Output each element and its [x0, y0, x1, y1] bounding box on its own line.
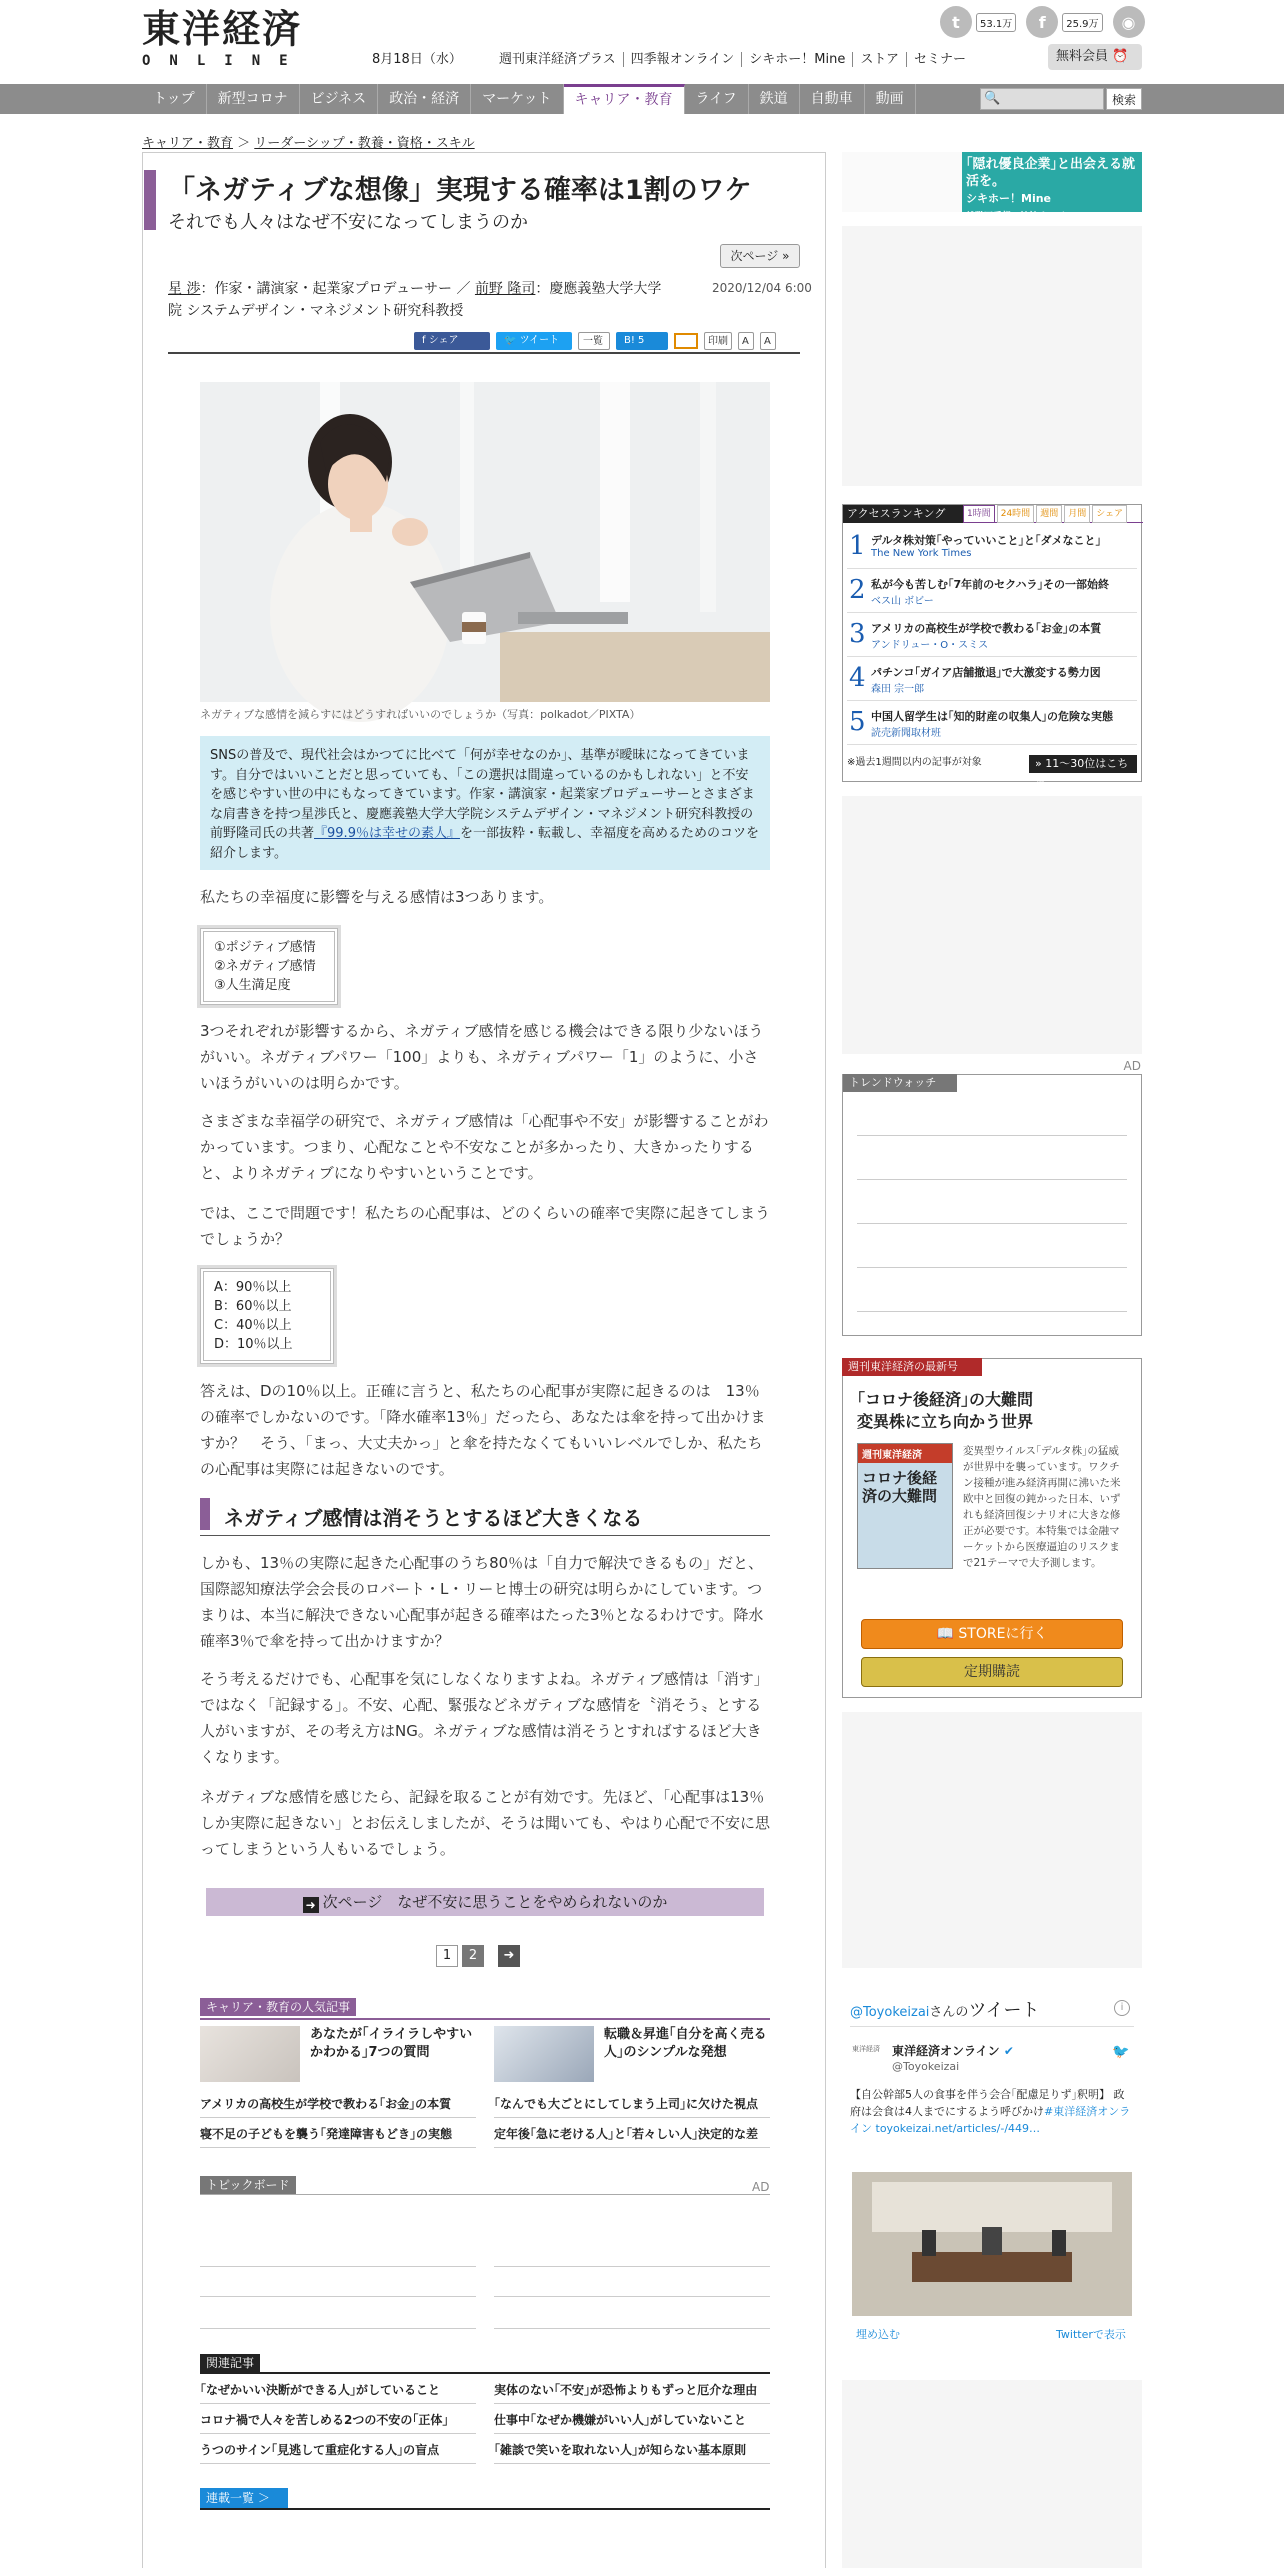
rank-number: 5 — [849, 707, 866, 737]
rank-author: アンドリュー・O・スミス — [871, 640, 989, 651]
twitter-bird-icon: 🐦 — [1112, 2044, 1130, 2060]
page-title: 「ネガティブな想像」実現する確率は1割のワケ — [168, 175, 752, 206]
popular-thumb-2[interactable] — [494, 2026, 594, 2082]
sidebar-ad-slot — [842, 796, 1142, 1054]
logo-online: ONLINE — [142, 53, 307, 69]
timeline-heading — [850, 1996, 1040, 2022]
ranking-tab-1h[interactable]: 1時間 — [963, 505, 995, 523]
ranking-tab-month[interactable]: 月間 — [1064, 505, 1090, 523]
sidebar-ad-slot — [842, 226, 1142, 486]
topnav-weekly[interactable]: 週刊東洋経済プラス — [492, 52, 624, 67]
magazine-description: 変異型ウイルス｢デルタ株｣の猛威が世界中を襲っています。ワクチン接種が進み経済再開に沸いた米欧中と回復の鈍かった日本、いずれも経済回復シナリオに大きな修正が必要です。本特集では金融マーケットから医療逼迫のリスクまで21テーマで大予測します。 — [963, 1445, 1121, 1569]
lead-box — [200, 736, 770, 870]
rank-number: 3 — [849, 619, 866, 649]
ad-banner-headline: ｢隠れ優良企業｣と出会える就活を。 — [966, 157, 1136, 189]
view-on-twitter-link[interactable]: Twitterで表示 — [1056, 2328, 1126, 2341]
ranking-note: ※過去1週間以内の記事が対象 — [847, 757, 982, 768]
title-accent — [144, 170, 156, 230]
topic-ad-label: AD — [752, 2180, 770, 2194]
next-page-link[interactable] — [206, 1888, 764, 1916]
next-page-button[interactable]: 次ページ » — [720, 244, 800, 268]
popular-list-item[interactable]: 寝不足の子どもを襲う｢発達障害もどき｣の実態 — [200, 2120, 476, 2148]
rank-number: 2 — [849, 575, 866, 605]
body-paragraph-7: そう考えるだけでも、心配事を気にしなくなりますよね。ネガティブ感情は「消す」ではなく「記録する」。不安、心配、緊張などネガティブな感情を〝消そう〟とする人がいますが、その考え方はNG。ネガティブな感情は消そうとすればするほど大きくなります。 — [200, 1670, 769, 1766]
tweet-author-handle[interactable]: @Toyokeizai — [892, 2060, 960, 2073]
gnav-video[interactable]: 動画 — [865, 84, 916, 114]
body-paragraph-3: さまざまな幸福学の研究で、ネガティブ感情は「心配事や不安」が影響することがわかっています。つまり、心配なことや不安なことが多かったり、大きかったりすると、よりネガティブになりやすいということです。 — [200, 1112, 769, 1182]
page-2-button[interactable]: 2 — [462, 1945, 484, 1967]
related-divider — [200, 2372, 770, 2374]
rank-title: 私が今も苦しむ｢7年前のセクハラ｣その一部始終 — [871, 578, 1109, 591]
ranking-item[interactable] — [847, 703, 1137, 745]
ranking-tab-24h[interactable]: 24時間 — [997, 505, 1034, 523]
clock-icon: ⏰ — [1112, 49, 1129, 64]
rank-title: パチンコ｢ガイア店舗撤退｣で大激変する勢力図 — [871, 666, 1101, 679]
social-links — [940, 4, 1145, 40]
info-icon[interactable]: i — [1114, 2000, 1130, 2016]
body-paragraph-2: 3つそれぞれが影響するから、ネガティブ感情を感じる機会はできる限り少ないほうがいい。ネガティブパワー「100」よりも、ネガティブパワー「1」のように、小さいほうがいいのは明らかです。 — [200, 1022, 764, 1092]
magazine-cover[interactable] — [857, 1443, 953, 1569]
quiz-option: D：10％以上 — [214, 1337, 293, 1352]
trend-slot — [857, 1179, 1127, 1180]
rank-author: 森田 宗一郎 — [871, 684, 925, 695]
twitter-timeline — [842, 1986, 1142, 2380]
ranking-item[interactable] — [847, 527, 1137, 569]
cover-masthead: 週刊東洋経済 — [858, 1444, 952, 1463]
trend-watch — [842, 1059, 1142, 1336]
rank-title: デルタ株対策｢やっていいこと｣と｢ダメなこと｣ — [871, 534, 1102, 547]
fb-share-label: シェア — [428, 335, 459, 346]
tweet-author-label: 東洋経済オンライン — [892, 2044, 1000, 2058]
rank-title: アメリカの高校生が学校で教わる｢お金｣の本質 — [871, 622, 1102, 635]
tweet-url[interactable]: toyokeizai.net/articles/-/449… — [875, 2122, 1041, 2135]
tweet-hashtag[interactable]: #東洋経済オンライン — [850, 2105, 1131, 2135]
tweet-label: ツイート — [519, 335, 560, 346]
pagination — [436, 1945, 520, 1967]
tweet-body: 【自公幹部5人の食事を伴う会合｢配慮足りず｣釈明】 政府は会食は4人までにするよう呼びかけ — [850, 2088, 1125, 2118]
access-ranking — [842, 504, 1142, 788]
photo-caption: ネガティブな感情を減らすにはどうすればいいのでしょうか（写真：polkadot／PIXTA） — [200, 708, 641, 721]
body-paragraph-8: ネガティブな感情を感じたら、記録を取ることが有効です。先ほど、「心配事は13％しか実際に起きない」とお伝えしましたが、そうは聞いても、やはり心配で不安に思ってしまうという人もいるでしょう。 — [200, 1788, 771, 1858]
mail-icon[interactable] — [674, 333, 698, 349]
topic-divider — [200, 2194, 770, 2195]
related-item[interactable]: コロナ禍で人々を苦しめる2つの不安の｢正体｣ — [200, 2406, 476, 2434]
ad-banner-text — [966, 156, 1138, 222]
logo-kanji: 東洋経済 — [142, 6, 303, 51]
popular-list-item[interactable]: ｢なんでも大ごとにしてしまう上司｣に欠けた視点 — [494, 2090, 770, 2118]
topic-board-heading: トピックボード — [200, 2176, 296, 2194]
font-large-button[interactable]: A — [760, 332, 776, 350]
related-item[interactable]: 実体のない｢不安｣が恐怖よりもずっと厄介な理由 — [494, 2376, 770, 2404]
related-item[interactable]: ｢なぜかいい決断ができる人｣がしていること — [200, 2376, 476, 2404]
meeting-room-photo — [852, 2172, 1132, 2316]
trend-heading: トレンドウォッチ — [843, 1074, 957, 1092]
gnav-top[interactable]: トップ — [142, 84, 207, 114]
rss-icon[interactable]: ◉ — [1113, 6, 1145, 38]
gnav-auto[interactable]: 自動車 — [800, 84, 865, 114]
store-button[interactable] — [861, 1619, 1123, 1649]
ad-banner-sub: 就職四季報の姉妹サービス — [966, 212, 1075, 222]
store-label: STOREに行く — [958, 1626, 1048, 1642]
gnav-business[interactable]: ビジネス — [300, 84, 379, 114]
gnav-life[interactable]: ライフ — [685, 84, 749, 114]
tweet-image[interactable] — [852, 2172, 1132, 2316]
share-buttons — [414, 332, 776, 350]
timeline-handle[interactable]: @Toyokeizai — [850, 2005, 930, 2020]
embed-link[interactable]: 埋め込む — [856, 2328, 900, 2341]
tweet-button[interactable]: 🐦 ツイート — [496, 332, 572, 350]
related-item[interactable]: 仕事中｢なぜか機嫌がいい人｣がしていないこと — [494, 2406, 770, 2434]
ranking-title: アクセスランキング — [843, 505, 963, 523]
quiz-option: C：40％以上 — [214, 1318, 292, 1333]
quiz-options-box — [200, 1268, 334, 1364]
book-icon: 📖 — [936, 1626, 954, 1642]
ad-banner-shikiho-mine[interactable] — [842, 152, 1142, 222]
page-subtitle: それでも人々はなぜ不安になってしまうのか — [168, 212, 528, 233]
author-info — [168, 278, 666, 322]
popular-thumb-1[interactable] — [200, 2026, 300, 2082]
ranking-header — [843, 505, 1143, 523]
font-small-button[interactable]: A — [738, 332, 754, 350]
tweet-author-name[interactable] — [892, 2042, 1014, 2059]
publish-date: 2020/12/04 6:00 — [712, 281, 812, 295]
gnav-career[interactable]: キャリア・教育 — [564, 84, 685, 114]
magazine-heading: 週刊東洋経済の最新号 — [842, 1358, 982, 1376]
ad-banner-brand: シキホー！Mine — [966, 192, 1052, 205]
free-member-button[interactable] — [1048, 44, 1142, 70]
related-item[interactable]: うつのサイン｢見逃して重症化する人｣の盲点 — [200, 2436, 476, 2464]
arrow-right-icon: ➜ — [303, 1897, 319, 1913]
body-paragraph-1: 私たちの幸福度に影響を与える感情は3つあります。 — [200, 888, 554, 906]
twitter-count: 53.1万 — [976, 13, 1016, 32]
search-icon: 🔍 — [984, 91, 1001, 106]
gnav-corona[interactable]: 新型コロナ — [207, 84, 300, 114]
quiz-option: B：60％以上 — [214, 1299, 292, 1314]
topnav-seminar[interactable]: セミナー — [913, 52, 966, 67]
rank-number: 1 — [849, 531, 866, 561]
facebook-count: 25.9万 — [1062, 13, 1102, 32]
ranking-tab-week[interactable]: 週間 — [1036, 505, 1062, 523]
section-heading — [200, 1496, 770, 1536]
ranking-tab-share[interactable]: シェア — [1092, 505, 1127, 523]
author2-role: ：慶應義塾大学大学院 システムデザイン・マネジメント研究科教授 — [168, 281, 662, 319]
popular-divider — [200, 2018, 770, 2020]
rank-author: ベス山 ボビー — [871, 596, 934, 607]
emotion-list-item: ①ポジティブ感情 — [214, 940, 316, 955]
breadcrumb-leadership[interactable]: リーダーシップ・教養・資格・スキル — [254, 136, 475, 151]
series-list-button[interactable]: 連載一覧 ＞ — [200, 2488, 288, 2508]
gnav-politics[interactable]: 政治・経済 — [378, 84, 471, 114]
related-item[interactable]: ｢雑談で笑いを取れない人｣が知らない基本原則 — [494, 2436, 770, 2464]
page-1-button[interactable]: 1 — [436, 1945, 458, 1967]
breadcrumb: キャリア・教育 ＞ リーダーシップ・教養・資格・スキル — [142, 136, 475, 151]
site-logo[interactable] — [142, 8, 334, 70]
topnav-store[interactable]: ストア — [853, 52, 907, 67]
search-button[interactable]: 検索 — [1106, 88, 1142, 110]
popular-list-item[interactable]: 定年後｢急に老ける人｣と｢若々しい人｣決定的な差 — [494, 2120, 770, 2148]
timeline-divider — [850, 2026, 1134, 2027]
facebook-icon[interactable]: f — [1026, 6, 1058, 38]
popular-card-2-title[interactable]: 転職＆昇進｢自分を高く売る人｣のシンプルな発想 — [604, 2027, 767, 2060]
magazine-box — [842, 1358, 1142, 1698]
next-page-link-label: 次ページ なぜ不安に思うことをやめられないのか — [322, 1893, 668, 1911]
print-button[interactable]: 印刷 — [704, 332, 732, 350]
body-paragraph-4: では、ここで問題です！私たちの心配事は、どのくらいの確率で実際に起きてしまうでしょうか？ — [200, 1204, 771, 1248]
topnav-mine[interactable]: シキホー！Mine — [742, 52, 853, 67]
top-nav — [492, 48, 973, 67]
woman-laptop-illustration — [200, 382, 770, 702]
trend-slot — [857, 1223, 1127, 1224]
timeline-heading-mid: さんの — [929, 2005, 969, 2020]
hatena-bookmark-button[interactable]: B! 5 — [616, 332, 668, 350]
share-list-button[interactable]: 一覧 — [578, 332, 610, 350]
article-photo — [200, 382, 770, 702]
heading-accent — [200, 1498, 210, 1530]
author-link-hoshi[interactable]: 星 渉 — [168, 281, 201, 297]
cover-headline: コロナ後経済の大難問 — [862, 1469, 938, 1505]
quiz-option: A：90％以上 — [214, 1280, 292, 1295]
twitter-icon[interactable]: t — [940, 6, 972, 38]
lead-text: SNSの普及で、現代社会はかつてに比べて「何が幸せなのか」、基準が曖昧になってきています。自分ではいいことだと思っていても、「この選択は間違っているのかもしれない」と不安を感じやすい世の中にもなってきています。作家・講演家・起業家プロデューサーとさまざまな肩書きを持つ星渉氏と、慶應義塾大学大学院システムデザイン・マネジメント研究科教授の前野隆司氏の共著 — [210, 748, 755, 841]
magazine-title[interactable]: ｢コロナ後経済｣の大難問 変異株に立ち向かう世界 — [857, 1390, 1034, 1431]
popular-heading: キャリア・教育の人気記事 — [200, 1998, 356, 2016]
trend-slot — [857, 1135, 1127, 1136]
trend-ad-label: AD — [1123, 1059, 1141, 1073]
rank-title: 中国人留学生は｢知的財産の収集人｣の危険な実態 — [871, 710, 1113, 723]
free-member-label: 無料会員 — [1056, 49, 1109, 64]
site-header — [0, 0, 1284, 84]
ranking-more-link[interactable]: » 11～30位はこちら — [1029, 755, 1137, 773]
lead-text-end: を一部抜粋・転載し、幸福度を高めるためのコツを紹介します。 — [210, 826, 759, 861]
related-heading: 関連記事 — [200, 2354, 260, 2372]
body-paragraph-6: しかも、13％の実際に起きた心配事のうち80％は「自力で解決できるもの」だと、国際認知療法学会会長のロバート・L・リーヒ博士の研究は明らかにしています。つまりは、本当に解決できない心配事が起きる確率はたった3％となるわけです。降水確率3％で傘を持って出かけますか？ — [200, 1554, 764, 1650]
author-link-maeno[interactable]: 前野 隆司 — [474, 281, 536, 297]
body-paragraph-5: 答えは、Dの10％以上。正確に言うと、私たちの心配事が実際に起きるのは 13％の確率でしかないのです。「降水確率13％」だったら、あなたは傘を持って出かけますか？ そう、「まっ、大丈夫かっ」と傘を持たなくてもいいレベルでしか、私たちの心配事は実際には起きないのです。 — [200, 1382, 766, 1478]
facebook-share-button[interactable]: f シェア — [414, 332, 490, 350]
ad-banner-screens — [842, 152, 962, 212]
next-arrow-icon[interactable]: ➜ — [498, 1945, 520, 1967]
rank-author: 読売新聞取材班 — [871, 728, 941, 739]
breadcrumb-career[interactable]: キャリア・教育 — [142, 136, 234, 151]
sidebar-ad-slot — [842, 1712, 1142, 1968]
ranking-item[interactable] — [847, 659, 1137, 701]
emotion-list-item: ②ネガティブ感情 — [214, 959, 316, 974]
trend-slot — [857, 1311, 1127, 1312]
emotion-list-box — [200, 928, 338, 1005]
rank-number: 4 — [849, 663, 866, 693]
gnav-railway[interactable]: 鉄道 — [749, 84, 800, 114]
timeline-heading-big: ツイート — [968, 2000, 1040, 2021]
section-heading-text: ネガティブ感情は消そうとするほど大きくなる — [224, 1506, 643, 1530]
avatar[interactable]: 東洋経済 — [852, 2044, 882, 2074]
tweet-text — [850, 2086, 1134, 2137]
gnav-market[interactable]: マーケット — [471, 84, 563, 114]
popular-list-item[interactable]: アメリカの高校生が学校で教わる｢お金｣の本質 — [200, 2090, 476, 2118]
ranking-tabs — [963, 505, 1127, 523]
book-link[interactable]: 『99.9％は幸せの素人』 — [314, 826, 460, 841]
topnav-shikiho[interactable]: 四季報オンライン — [624, 52, 743, 67]
trend-slot — [857, 1267, 1127, 1268]
sidebar-ad-slot — [842, 2380, 1142, 2568]
emotion-list-item: ③人生満足度 — [214, 978, 291, 993]
ranking-item[interactable] — [847, 571, 1137, 613]
rank-author: The New York Times — [871, 548, 972, 559]
popular-card-1-title[interactable]: あなたが｢イライラしやすいかわかる｣7つの質問 — [310, 2027, 473, 2060]
author1-role: ：作家・講演家・起業家プロデューサー ／ — [200, 281, 475, 297]
series-divider — [200, 2508, 770, 2510]
global-nav — [0, 84, 1284, 114]
verified-icon: ✔ — [1003, 2044, 1014, 2058]
subscribe-button[interactable]: 定期購読 — [861, 1657, 1123, 1687]
header-date: 8月18日（水） — [372, 52, 462, 67]
ranking-item[interactable] — [847, 615, 1137, 657]
